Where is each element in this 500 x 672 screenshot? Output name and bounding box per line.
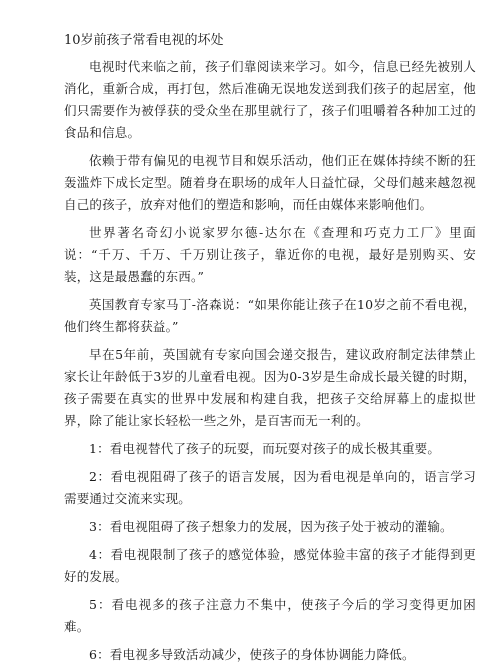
document-page <box>64 30 476 672</box>
paragraph-parliament-report: 早在5年前，英国就有专家向国会递交报告，建议政府制定法律禁止家长让年龄低于3岁的儿童看电视。因为0-3岁是生命成长最关键的时期，孩子需要在真实的世界中发展和构建自我，把孩子交给屏幕上的虚拟世界，除了能让家长轻松一些之外，是百害而无一利的。 <box>64 347 476 428</box>
document-title: 10岁前孩子常看电视的坏处 <box>64 33 224 48</box>
paragraph-tv-era-intro: 电视时代来临之前，孩子们靠阅读来学习。如今，信息已经先被别人消化，重新合成，再打包，然后准确无误地发送到我们孩子的起居室，他们只需要作为被俘获的受众坐在那里就行了，孩子们咀嚼着各种加工过的食品和信息。 <box>64 59 476 140</box>
list-item-harm-2: 2：看电视阻碍了孩子的语言发展，因为看电视是单向的，语言学习需要通过交流来实现。 <box>64 469 476 506</box>
list-item-harm-5: 5：看电视多的孩子注意力不集中，使孩子今后的学习变得更加困难。 <box>64 597 476 634</box>
list-item-harm-4: 4：看电视限制了孩子的感觉体验，感觉体验丰富的孩子才能得到更好的发展。 <box>64 547 476 584</box>
paragraph-roald-dahl-quote: 世界著名奇幻小说家罗尔德-达尔在《查理和巧克力工厂》里面说：“千万、千万、千万别让孩子，靠近你的电视，最好是别购买、安装，这是最愚蠢的东西。” <box>64 225 476 284</box>
list-item-harm-6: 6：看电视多导致活动减少，使孩子的身体协调能力降低。 <box>89 647 415 662</box>
list-item-harm-3: 3：看电视阻碍了孩子想象力的发展，因为孩子处于被动的灌输。 <box>89 519 453 534</box>
paragraph-media-influence: 依赖于带有偏见的电视节目和娱乐活动，他们正在媒体持续不断的狂轰滥炸下成长定型。随着身在职场的成年人日益忙碌，父母们越来越忽视自己的孩子，放弃对他们的塑造和影响，而任由媒体来影响他们。 <box>64 153 476 212</box>
list-item-harm-1: 1：看电视替代了孩子的玩耍，而玩耍对孩子的成长极其重要。 <box>89 441 441 456</box>
paragraph-martin-lawson-quote: 英国教育专家马丁-洛森说：“如果你能让孩子在10岁之前不看电视，他们终生都将获益。” <box>64 297 476 334</box>
